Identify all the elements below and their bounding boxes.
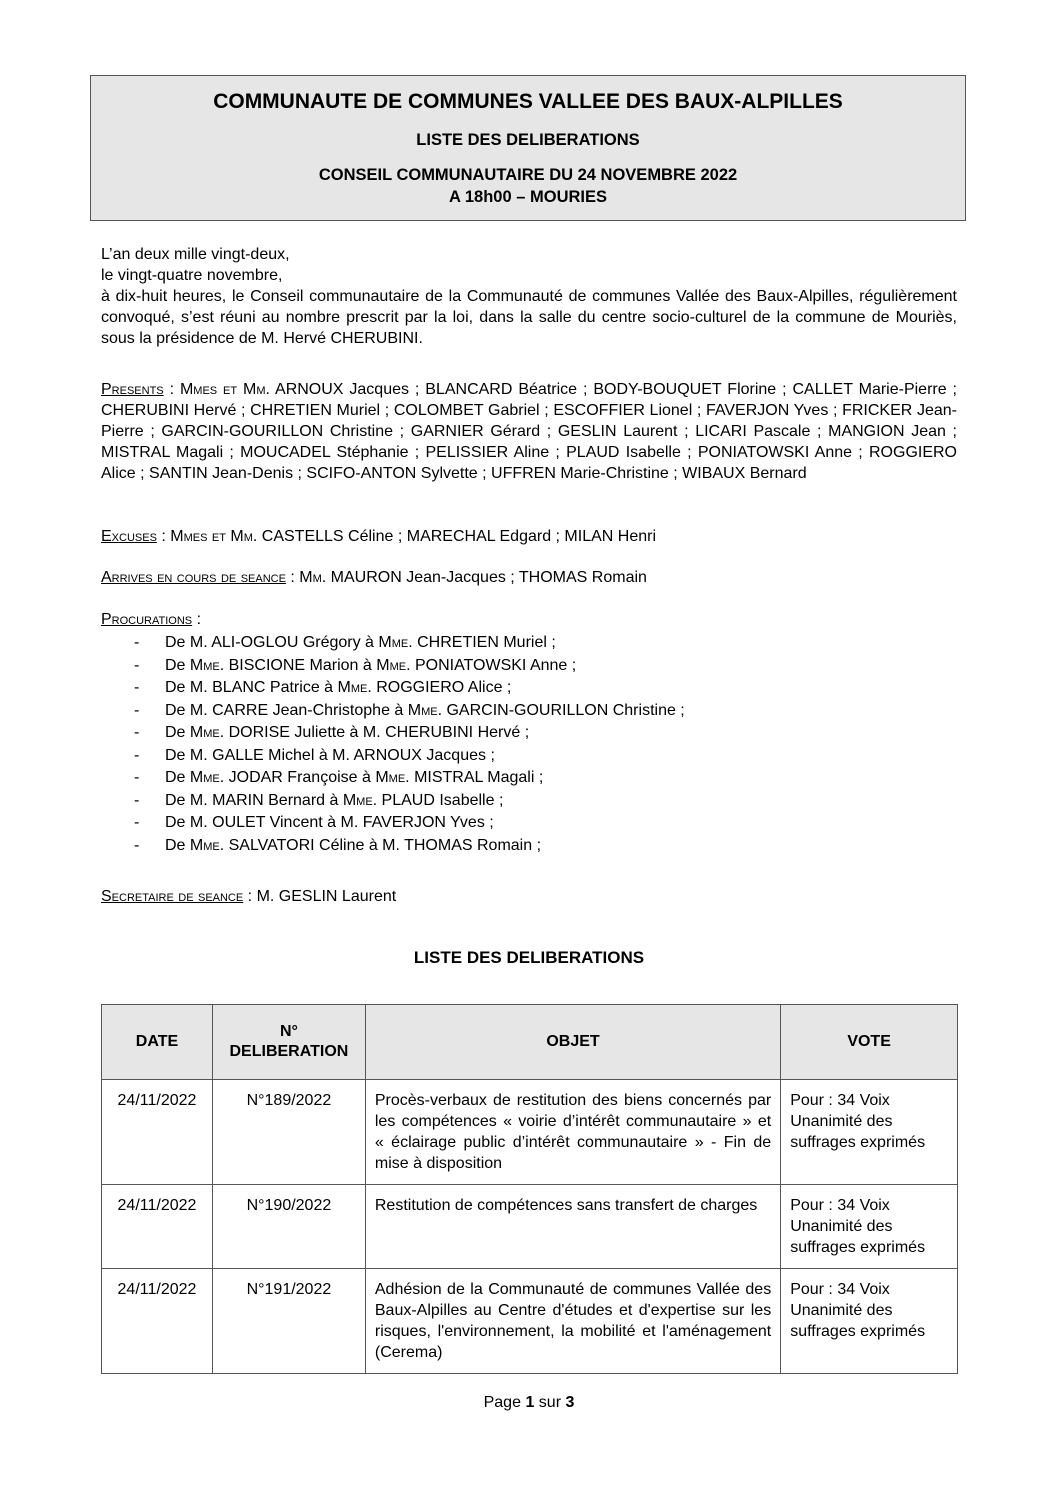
header-date: DATE bbox=[102, 1005, 213, 1080]
procuration-item: - De M. ALI-OGLOU Grégory à Mme. CHRETIEN Muriel ; bbox=[134, 634, 556, 651]
sur-word: sur bbox=[538, 1394, 562, 1411]
conseil-heading bbox=[91, 164, 965, 208]
table-header-row bbox=[102, 1005, 958, 1080]
table-row bbox=[102, 1269, 958, 1374]
presents-section: Presents : Mmes et Mm. ARNOUX Jacques ; BLANCARD Béatrice ; BODY-BOUQUET Florine ; CALLET Marie-Pierre ; CHERUBINI Hervé ; CHRETIEN Muriel ; COLOMBET Gabriel ; ESCOFFIER Lionel ; FAVERJON Yves ; FRICKER Jean-Pierre ; GARCIN-GOURILLON Christine ; GARNIER Gérard ; GESLIN Laurent ; LICARI Pascale ; MANGION Jean ; MISTRAL Magali ; MOUCADEL Stéphanie ; PELISSIER Aline ; PLAUD Isabelle ; PONIATOWSKI Anne ; ROGGIERO Alice ; SANTIN Jean-Denis ; SCIFO-ANTON Sylvette ; UFFREN Marie-Christine ; WIBAUX Bernard bbox=[101, 381, 957, 482]
row-num: N°190/2022 bbox=[212, 1185, 365, 1269]
procuration-item: - De M. GALLE Michel à M. ARNOUX Jacques ; bbox=[134, 746, 495, 764]
excuses-prefix: Mmes et Mm. bbox=[170, 528, 258, 545]
table-row bbox=[102, 1080, 958, 1185]
presents-list: ARNOUX Jacques ; BLANCARD Béatrice ; BODY-BOUQUET Florine ; CALLET Marie-Pierre ; CHERUBINI Hervé ; CHRETIEN Muriel ; COLOMBET Gabriel ; ESCOFFIER Lionel ; FAVERJON Yves ; FRICKER Jean-Pierre ; GARCIN-GOURILLON Christine ; GARNIER Gérard ; GESLIN Laurent ; LICARI Pascale ; MANGION Jean ; MISTRAL Magali ; MOUCADEL Stéphanie ; PELISSIER Aline ; PLAUD Isabelle ; PONIATOWSKI Anne ; ROGGIERO Alice ; SANTIN Jean-Denis ; SCIFO-ANTON Sylvette ; UFFREN Marie-Christine ; WIBAUX Bernard bbox=[101, 381, 957, 482]
intro-paragraph bbox=[101, 244, 957, 349]
excuses-label: Excuses bbox=[101, 528, 157, 545]
procuration-item: - De Mme. DORISE Juliette à M. CHERUBINI Hervé ; bbox=[134, 724, 530, 741]
page-word: Page bbox=[483, 1394, 521, 1411]
deliberations-table bbox=[101, 1004, 958, 1374]
arrives-section: Arrives en cours de seance : Mm. MAURON Jean-Jacques ; THOMAS Romain bbox=[101, 569, 647, 586]
row-vote: Pour : 34 Voix Unanimité des suffrages exprimés bbox=[781, 1185, 958, 1269]
row-num: N°189/2022 bbox=[212, 1080, 365, 1185]
intro-line-year: L’an deux mille vingt-deux, bbox=[101, 246, 290, 263]
intro-line-body: à dix-huit heures, le Conseil communautaire de la Communauté de communes Vallée des Baux-Alpilles, régulièrement convoqué, s’est réuni au nombre prescrit par la loi, dans la salle du centre socio-culturel de la commune de Mouriès, sous la présidence de M. Hervé CHERUBINI. bbox=[101, 288, 957, 347]
excuses-section: Excuses : Mmes et Mm. CASTELLS Céline ; MARECHAL Edgard ; MILAN Henri bbox=[101, 528, 656, 545]
excuses-list: CASTELLS Céline ; MARECHAL Edgard ; MILAN Henri bbox=[261, 528, 656, 545]
procuration-item: - De Mme. SALVATORI Céline à M. THOMAS Romain ; bbox=[134, 836, 542, 854]
procuration-item: - De Mme. BISCIONE Marion à Mme. PONIATOWSKI Anne ; bbox=[134, 656, 577, 674]
procuration-item: - De M. BLANC Patrice à Mme. ROGGIERO Alice ; bbox=[134, 679, 512, 696]
document-subtitle: LISTE DES DELIBERATIONS bbox=[416, 131, 640, 149]
table-row bbox=[102, 1185, 958, 1269]
secretaire-label: Secretaire de seance bbox=[101, 888, 244, 905]
presents-label: Presents bbox=[101, 381, 164, 398]
row-vote: Pour : 34 Voix Unanimité des suffrages exprimés bbox=[781, 1269, 958, 1374]
row-date: 24/11/2022 bbox=[102, 1269, 213, 1374]
procurations-label: Procurations bbox=[101, 611, 193, 628]
deliberations-list-title: LISTE DES DELIBERATIONS bbox=[413, 948, 645, 967]
row-vote: Pour : 34 Voix Unanimité des suffrages exprimés bbox=[781, 1080, 958, 1185]
row-date: 24/11/2022 bbox=[102, 1080, 213, 1185]
arrives-list: MAURON Jean-Jacques ; THOMAS Romain bbox=[330, 569, 647, 586]
procurations-list bbox=[101, 632, 957, 857]
presents-prefix: Mmes et Mm. bbox=[179, 381, 270, 398]
document-title: COMMUNAUTE DE COMMUNES VALLEE DES BAUX-ALPILLES bbox=[213, 90, 843, 113]
procurations-heading: Procurations : bbox=[101, 611, 202, 628]
secretaire-name: M. GESLIN Laurent bbox=[256, 888, 397, 905]
conseil-time-place-line: A 18h00 – MOURIES bbox=[448, 188, 608, 206]
page-current: 1 bbox=[525, 1394, 535, 1411]
procuration-item: - De M. CARRE Jean-Christophe à Mme. GARCIN-GOURILLON Christine ; bbox=[134, 701, 685, 719]
procuration-item: - De M. OULET Vincent à M. FAVERJON Yves ; bbox=[134, 814, 494, 831]
conseil-date-line: CONSEIL COMMUNAUTAIRE DU 24 NOVEMBRE 2022 bbox=[318, 166, 738, 184]
row-num: N°191/2022 bbox=[212, 1269, 365, 1374]
header-num: N° DELIBERATION bbox=[212, 1005, 365, 1080]
row-date: 24/11/2022 bbox=[102, 1185, 213, 1269]
intro-line-date: le vingt-quatre novembre, bbox=[101, 267, 283, 284]
secretaire-section: Secretaire de seance : M. GESLIN Laurent bbox=[101, 888, 397, 905]
page-footer bbox=[0, 1394, 1058, 1412]
procuration-item: - De M. MARIN Bernard à Mme. PLAUD Isabelle ; bbox=[134, 791, 504, 809]
row-objet: Adhésion de la Communauté de communes Vallée des Baux-Alpilles au Centre d'études et d'expertise sur les risques, l'environnement, la mobilité et l'aménagement (Cerema) bbox=[365, 1269, 780, 1374]
header-objet: OBJET bbox=[365, 1005, 780, 1080]
page-total: 3 bbox=[565, 1394, 575, 1411]
procuration-item: - De Mme. JODAR Françoise à Mme. MISTRAL Magali ; bbox=[134, 769, 544, 786]
header-vote: VOTE bbox=[781, 1005, 958, 1080]
arrives-label: Arrives en cours de seance bbox=[101, 569, 286, 586]
row-objet: Restitution de compétences sans transfert de charges bbox=[365, 1185, 780, 1269]
row-objet: Procès-verbaux de restitution des biens concernés par les compétences « voirie d’intérêt communautaire » et « éclairage public d’intérêt communautaire » - Fin de mise à disposition bbox=[365, 1080, 780, 1185]
document-header bbox=[90, 75, 966, 221]
arrives-prefix: Mm. bbox=[299, 569, 327, 586]
